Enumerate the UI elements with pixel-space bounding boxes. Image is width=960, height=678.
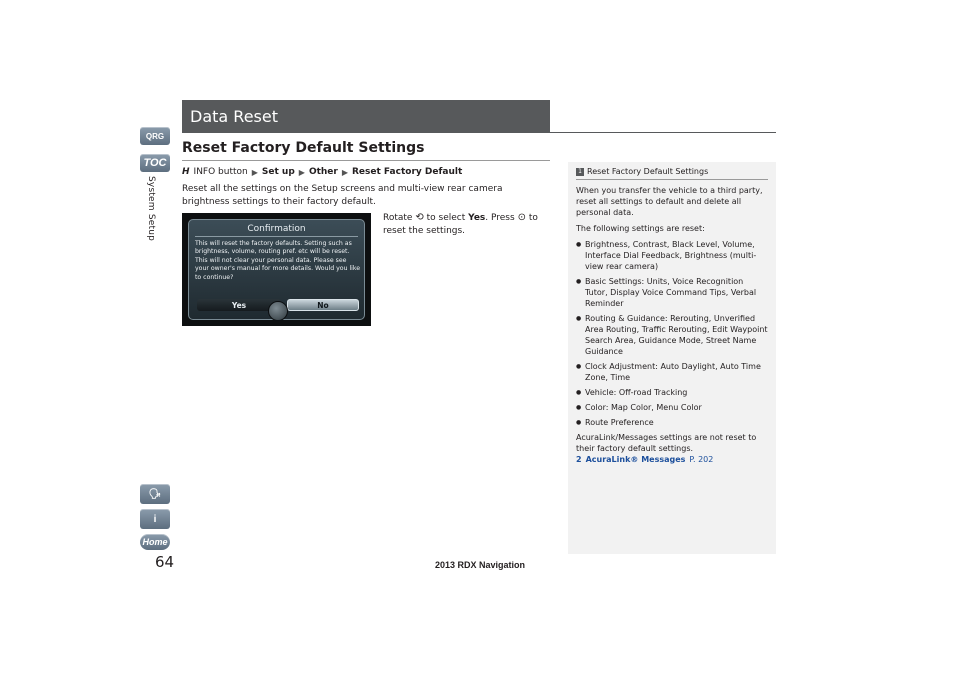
rotate-dial-icon: ⟲ (415, 212, 424, 223)
note-number-icon: 1 (576, 168, 584, 176)
note-header (576, 167, 768, 176)
chapter-banner (182, 100, 550, 133)
instr-yes: Yes (468, 213, 486, 223)
qrg-button[interactable]: QRG (140, 127, 170, 145)
dialog-divider (195, 236, 358, 237)
note-closing: AcuraLink/Messages settings are not reset to their factory default settings. (576, 433, 757, 453)
dialog-title: Confirmation (247, 224, 306, 234)
info-glyph: i (153, 513, 157, 525)
section-side-label: System Setup (146, 176, 156, 242)
list-item: ● Routing & Guidance: Rerouting, Unverified Area Routing, Traffic Rerouting, Edit Waypoint Search Area, Guidance Mode, Street Name Guidance (576, 313, 768, 357)
nav-start: INFO button (193, 167, 248, 177)
press-dial-icon: ⊙ (517, 212, 526, 223)
list-item: ● Route Preference (576, 417, 768, 428)
list-item: ● Clock Adjustment: Auto Daylight, Auto Time Zone, Time (576, 361, 768, 383)
dialog-message: This will reset the factory defaults. Setting such as brightness, volume, routing pref. etc will be reset. This will not clear your personal data. Please see your owner's manual for more details. Would you like to continue? (195, 240, 361, 281)
instr-press: . Press (485, 213, 515, 223)
yes-button[interactable]: Yes (197, 299, 281, 311)
no-button[interactable]: No (287, 299, 359, 311)
list-item: ● Brightness, Contrast, Black Level, Volume, Interface Dial Feedback, Brightness (multi-view rear camera) (576, 239, 768, 272)
banner-rule (550, 132, 776, 133)
arrow-right-icon: ▶ (251, 167, 258, 177)
info-icon[interactable] (140, 509, 170, 529)
voice-glyph: 🗣 (148, 488, 162, 500)
arrow-right-icon: ▶ (298, 167, 305, 177)
banner-title: Data Reset (190, 107, 278, 126)
note-intro: When you transfer the vehicle to a third party, reset all settings to default and delete all personal data. (576, 186, 763, 217)
home-button[interactable]: Home (140, 534, 170, 550)
home-h-icon: H (182, 167, 190, 177)
note-list-intro: The following settings are reset: (576, 224, 705, 233)
list-item: ● Color: Map Color, Menu Color (576, 402, 768, 413)
cross-reference[interactable] (576, 455, 768, 464)
nav-step-3: Reset Factory Default (352, 167, 463, 177)
nav-path (182, 167, 462, 177)
page-number: 64 (155, 553, 175, 571)
toc-button[interactable]: TOC (140, 154, 170, 172)
section-description: Reset all the settings on the Setup screens and multi-view rear camera brightness settings to their factory default. (182, 184, 503, 207)
nav-step-2: Other (308, 167, 338, 177)
section-title: Reset Factory Default Settings (182, 140, 425, 156)
confirmation-dialog (188, 219, 365, 320)
xref-link[interactable]: AcuraLink® Messages (585, 455, 686, 464)
arrow-right-icon: ▶ (341, 167, 348, 177)
note-list (576, 239, 768, 428)
instruction-text (383, 211, 553, 238)
list-item: ● Vehicle: Off-road Tracking (576, 387, 768, 398)
footer-title: 2013 RDX Navigation (434, 560, 526, 570)
instr-end: to reset the settings. (383, 213, 538, 236)
instr-select: to select (426, 213, 466, 223)
interface-dial-icon (268, 301, 288, 321)
nav-step-1: Set up (261, 167, 295, 177)
note-title: Reset Factory Default Settings (587, 167, 709, 176)
device-screenshot (182, 213, 371, 326)
note-rule (576, 179, 768, 180)
note-panel (568, 162, 776, 554)
instr-rotate: Rotate (383, 213, 413, 223)
section-rule (182, 160, 550, 161)
list-item: ● Basic Settings: Units, Voice Recognition Tutor, Display Voice Command Tips, Verbal Reminder (576, 276, 768, 309)
xref-icon: 2 (576, 455, 582, 464)
voice-command-icon[interactable] (140, 484, 170, 504)
xref-page[interactable]: P. 202 (689, 455, 714, 464)
